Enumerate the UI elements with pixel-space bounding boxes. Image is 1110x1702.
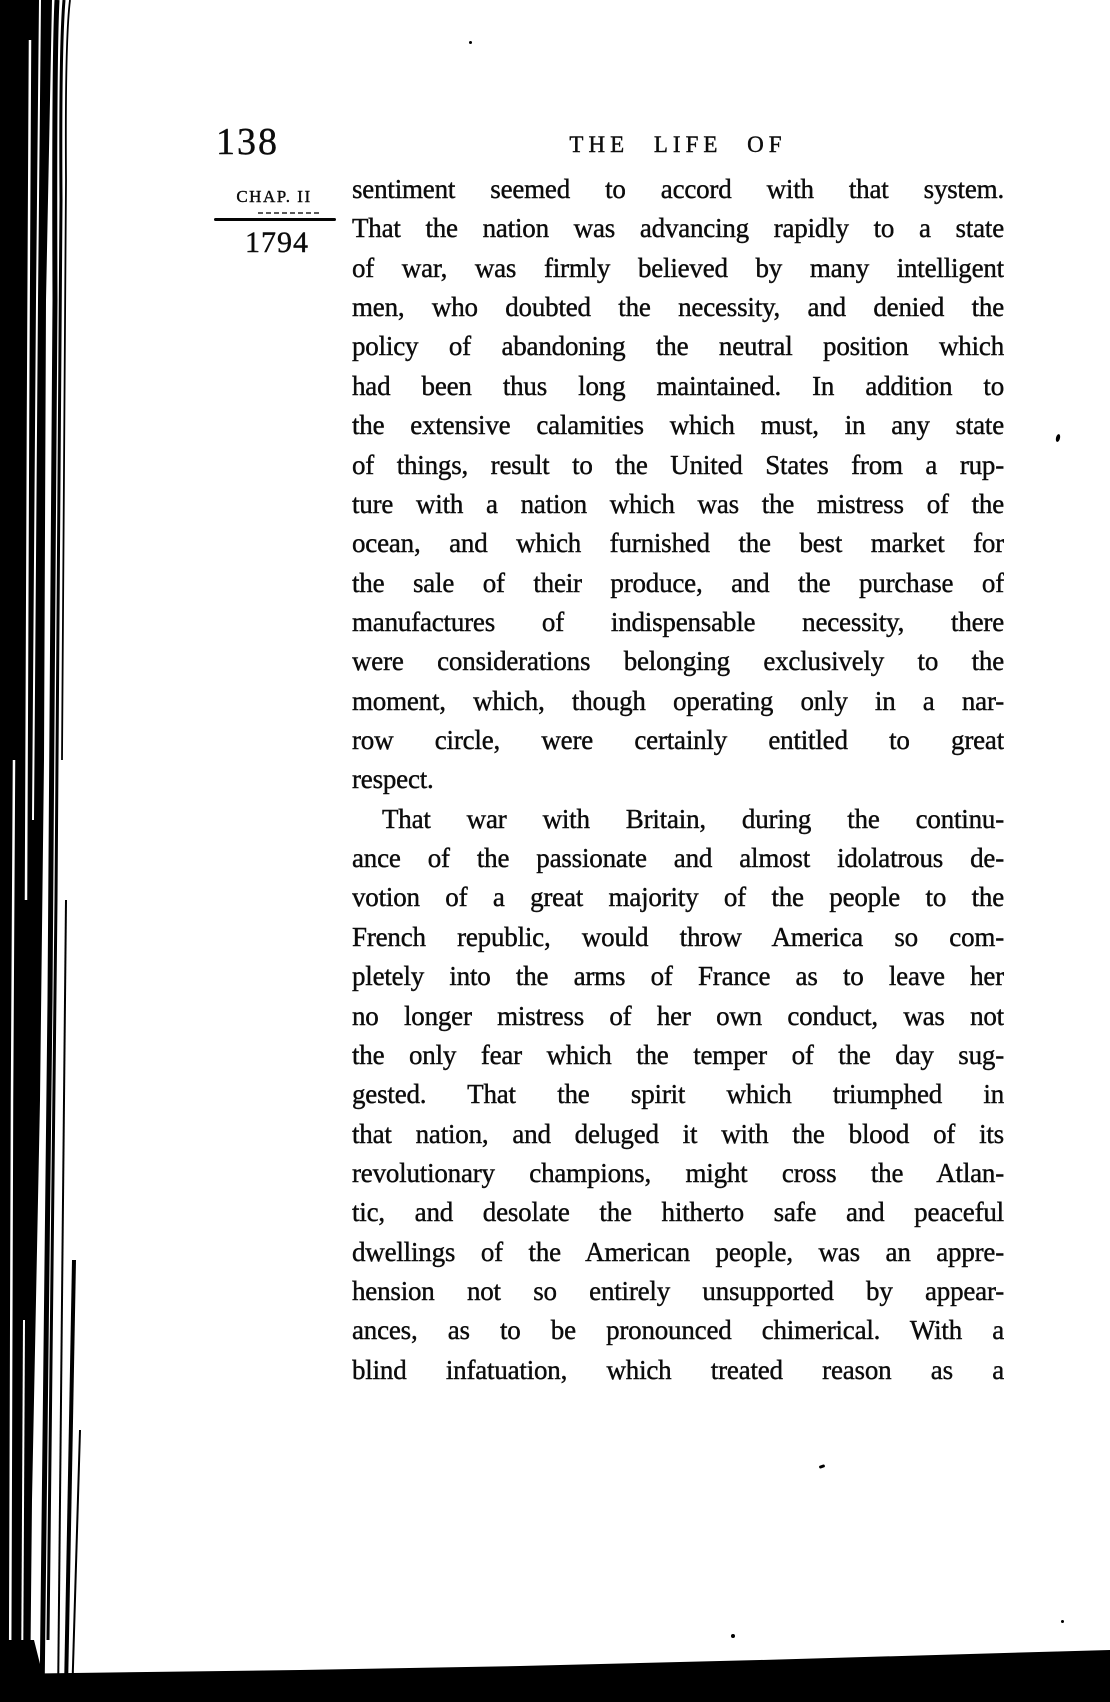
- body-line: ance of the passionate and almost idolatrous de-: [352, 843, 1004, 874]
- body-line: ocean, and which furnished the best market for: [352, 528, 1004, 559]
- body-line: sentiment seemed to accord with that system.: [352, 174, 1004, 204]
- body-line: of war, was firmly believed by many intelligent: [352, 252, 1004, 283]
- body-line: that nation, and deluged it with the blood of its: [352, 1118, 1004, 1149]
- running-header: THE LIFE OF: [569, 132, 787, 157]
- body-line: were considerations belonging exclusively to the: [352, 646, 1004, 677]
- body-line: manufactures of indispensable necessity, there: [352, 606, 1004, 637]
- body-line: of things, result to the United States from a rup-: [352, 449, 1004, 480]
- body-text: [352, 174, 1004, 1394]
- body-line: no longer mistress of her own conduct, was not: [352, 1000, 1004, 1031]
- margin-rule: [214, 218, 336, 221]
- body-line: pletely into the arms of France as to leave her: [352, 961, 1004, 992]
- ink-speck: [1061, 1620, 1064, 1623]
- ink-speck: [1055, 434, 1061, 443]
- body-line: row circle, were certainly entitled to great: [352, 725, 1004, 756]
- scan-bottom-edge-artifact: [0, 1642, 1110, 1702]
- body-line: dwellings of the American people, was an appre-: [352, 1236, 1004, 1267]
- body-line: had been thus long maintained. In addition to: [352, 370, 1004, 401]
- margin-chapter-label: CHAP. II: [236, 187, 312, 206]
- scan-gutter-artifact: [0, 0, 90, 1702]
- body-line: That the nation was advancing rapidly to a state: [352, 213, 1004, 244]
- body-line: policy of abandoning the neutral position which: [352, 331, 1004, 362]
- body-line: gested. That the spirit which triumphed in: [352, 1079, 1004, 1110]
- body-line: That war with Britain, during the continu-: [382, 803, 1004, 834]
- body-line: tic, and desolate the hitherto safe and peaceful: [352, 1197, 1004, 1228]
- margin-rule-smudge: [258, 212, 320, 214]
- ink-speck: [469, 41, 472, 44]
- body-line: ances, as to be pronounced chimerical. With a: [352, 1315, 1004, 1346]
- body-line: French republic, would throw America so com-: [352, 921, 1004, 952]
- body-line: blind infatuation, which treated reason as a: [352, 1354, 1004, 1385]
- body-line: men, who doubted the necessity, and denied the: [352, 292, 1004, 323]
- body-line: the sale of their produce, and the purchase of: [352, 567, 1004, 598]
- body-line: the only fear which the temper of the day sug-: [352, 1039, 1004, 1070]
- page-number: 138: [216, 121, 279, 163]
- body-line: revolutionary champions, might cross the Atlan-: [352, 1157, 1004, 1188]
- body-line: ture with a nation which was the mistress of the: [352, 488, 1004, 519]
- body-line: respect.: [352, 764, 434, 795]
- body-line: the extensive calamities which must, in any state: [352, 410, 1004, 441]
- ink-speck: [731, 1634, 735, 1638]
- body-line: moment, which, though operating only in a nar-: [352, 685, 1004, 716]
- margin-year-label: 1794: [245, 226, 309, 259]
- ink-speck: [819, 1464, 826, 1469]
- body-line: hension not so entirely unsupported by appear-: [352, 1276, 1004, 1307]
- body-line: votion of a great majority of the people to the: [352, 882, 1004, 913]
